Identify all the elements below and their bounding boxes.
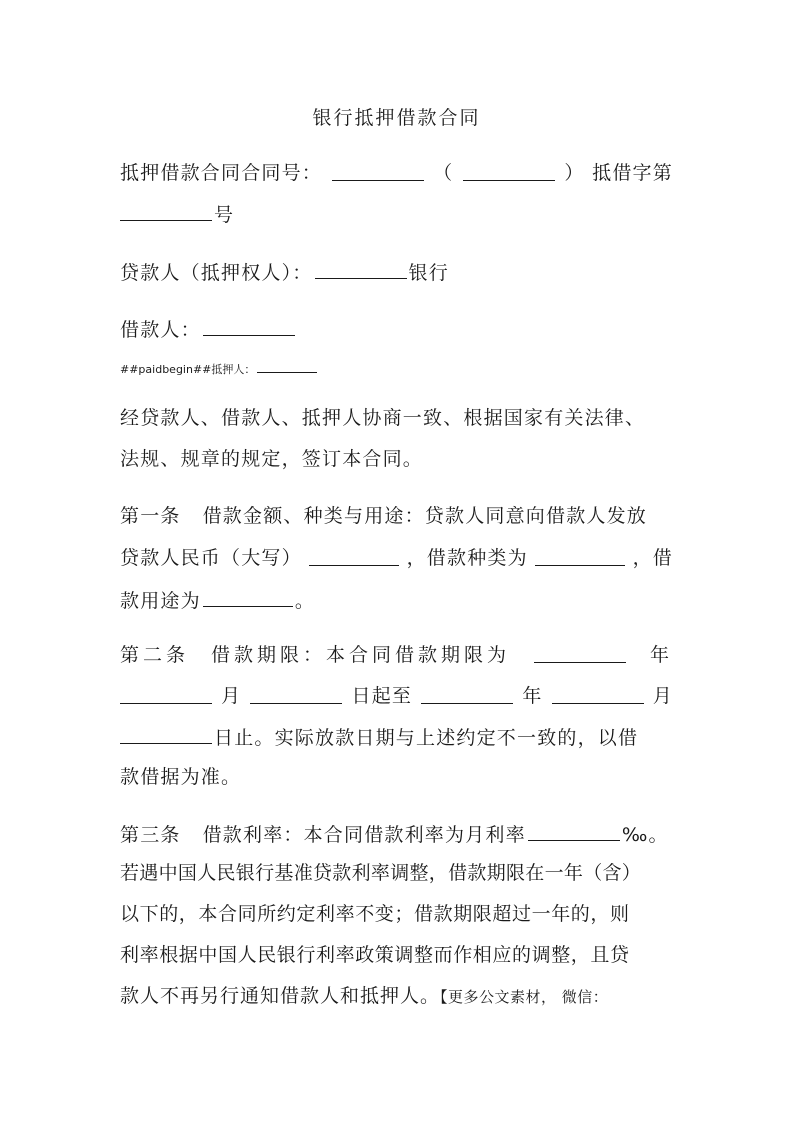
article-2-month-1: 月 — [221, 685, 242, 707]
article-1-amount-blank — [309, 545, 399, 566]
article-2-year-2: 年 — [522, 685, 543, 707]
preamble-line-1: 经贷款人、借款人、抵押人协商一致、根据国家有关法律、 — [120, 407, 646, 429]
article-3-text-5a: 款人不再另行通知借款人和抵押人。 — [120, 985, 441, 1007]
article-1-type-blank — [535, 545, 625, 566]
article-2-end-year-blank — [421, 683, 513, 704]
article-1-text-1: 借款金额、种类与用途：贷款人同意向借款人发放 — [202, 505, 648, 527]
article-2-start-month-blank — [120, 683, 212, 704]
article-3-line-2: 若遇中国人民银行基准贷款利率调整，借款期限在一年（含） — [120, 862, 642, 884]
article-2-line-3 — [120, 723, 673, 751]
article-1-line-1 — [120, 503, 673, 529]
article-2-text-1: 借款期限：本合同借款期限为 — [211, 644, 511, 666]
contract-number-line — [120, 160, 673, 186]
article-2-line-1 — [120, 642, 673, 668]
contract-number-paren-close: ） — [564, 162, 585, 184]
article-3-heading: 第三条 — [120, 824, 181, 846]
borrower-label: 借款人： — [120, 319, 201, 341]
mortgagor-blank — [257, 361, 317, 373]
article-2-start-day-blank — [250, 683, 342, 704]
article-1-line-2 — [120, 545, 673, 571]
article-2-heading: 第二条 — [120, 644, 190, 666]
contract-number-mid: 抵借字第 — [592, 162, 673, 184]
article-3-text-1a: 借款利率：本合同借款利率为月利率 — [202, 824, 526, 846]
article-3-line-3: 以下的，本合同所约定利率不变；借款期限超过一年的，则 — [120, 903, 630, 925]
article-1-text-2b: ，借款种类为 — [406, 547, 528, 569]
borrower-line — [120, 315, 673, 343]
lender-label: 贷款人（抵押权人）： — [120, 262, 313, 284]
article-1-heading: 第一条 — [120, 505, 181, 527]
article-1-text-3a: 款用途为 — [120, 590, 201, 612]
contract-number-paren-open: （ — [433, 162, 454, 184]
contract-number-end: 号 — [214, 204, 235, 226]
contract-number-label: 抵押借款合同合同号： — [120, 162, 323, 184]
contract-number-line-2 — [120, 200, 673, 228]
article-3-line-5 — [120, 983, 673, 1010]
lender-blank — [315, 258, 407, 279]
article-2-year-1: 年 — [649, 644, 673, 666]
article-1-purpose-blank — [203, 586, 293, 607]
article-1-text-3b: 。 — [294, 590, 316, 612]
contract-number-blank-1 — [332, 160, 424, 181]
lender-line — [120, 258, 673, 286]
article-2-month-2: 月 — [652, 685, 673, 707]
article-2-line-2 — [120, 683, 673, 709]
article-1-line-3 — [120, 586, 673, 614]
article-3-line-1 — [120, 820, 673, 848]
contract-number-blank-2 — [463, 160, 555, 181]
article-2-day-from: 日起至 — [351, 685, 413, 707]
article-1-text-2a: 贷款人民币（大写） — [120, 547, 302, 569]
article-2-end-day-blank — [120, 723, 212, 744]
preamble-line-2: 法规、规章的规定，签订本合同。 — [120, 448, 424, 470]
article-2-start-year-blank — [534, 642, 626, 663]
article-3-text-5b: 【更多公文素材， 微信： — [440, 988, 609, 1006]
contract-number-blank-3 — [120, 200, 212, 221]
article-3-text-1b: ‰。 — [621, 824, 669, 846]
lender-suffix: 银行 — [408, 262, 449, 284]
document-title: 银行抵押借款合同 — [312, 107, 481, 129]
mortgagor-prefix: ##paidbegin##抵押人： — [120, 363, 256, 376]
borrower-blank — [203, 315, 295, 336]
article-3-line-4: 利率根据中国人民银行利率政策调整而作相应的调整，且贷 — [120, 944, 630, 966]
mortgagor-line — [120, 361, 673, 377]
article-3-rate-blank — [528, 820, 620, 841]
article-2-line-4: 款借据为准。 — [120, 766, 242, 788]
article-2-text-3: 日止。实际放款日期与上述约定不一致的，以借 — [214, 727, 639, 749]
article-1-text-2c: ，借 — [632, 547, 673, 569]
article-2-end-month-blank — [552, 683, 644, 704]
